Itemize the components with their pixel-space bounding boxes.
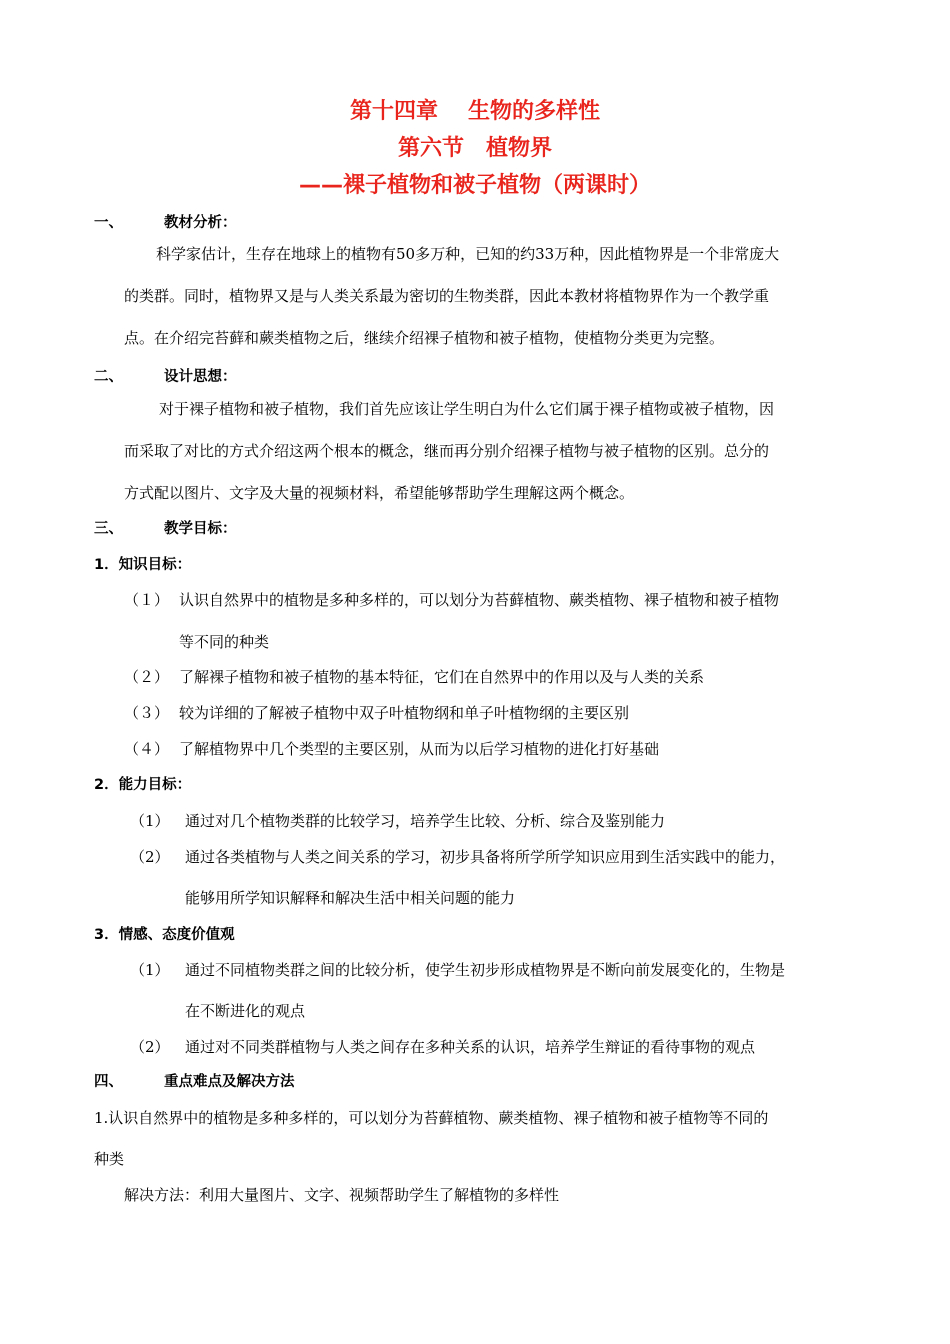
item-text: 了解裸子植物和被子植物的基本特征，它们在自然界中的作用以及与人类的关系 [179, 668, 705, 686]
lesson-subtitle: ——裸子植物和被子植物（两课时） [298, 173, 651, 198]
section-title [0, 134, 950, 164]
item-text: 较为详细的了解被子植物中双子叶植物纲和单子叶植物纲的主要区别 [179, 704, 630, 722]
section-num: 四、 [94, 1074, 123, 1090]
item-text: 通过不同植物类群之间的比较分析，使学生初步形成植物界是不断向前发展变化的，生物是 [185, 961, 786, 979]
list-item [130, 810, 665, 832]
item-text: 了解植物界中几个类型的主要区别，从而为以后学习植物的进化打好基础 [179, 740, 660, 758]
list-item [124, 589, 779, 611]
list-item-continuation: 能够用所学知识解释和解决生活中相关问题的能力 [185, 889, 516, 907]
item-marker: （１） [124, 591, 170, 609]
paragraph-line: 科学家估计，生存在地球上的植物有50多万种，已知的约33万种，因此植物界是一个非常庞大 [156, 245, 780, 263]
item-text: 认识自然界中的植物是多种多样的，可以划分为苔藓植物、蕨类植物、裸子植物和被子植物 [179, 591, 780, 609]
section-heading-text: 重点难点及解决方法 [164, 1074, 295, 1090]
list-item [124, 666, 704, 688]
subheading-knowledge-goals: 1．知识目标： [94, 557, 192, 573]
item-text: 通过对几个植物类群的比较学习，培养学生比较、分析、综合及鉴别能力 [185, 812, 666, 830]
paragraph-line: 而采取了对比的方式介绍这两个根本的概念，继而再分别介绍裸子植物与被子植物的区别。总分的 [124, 442, 770, 460]
item-marker: （1） [130, 961, 170, 979]
key-point-line: 种类 [94, 1150, 125, 1168]
subheading-attitude-goals: 3．情感、态度价值观 [94, 927, 235, 943]
section-heading-design-idea [94, 366, 237, 388]
item-marker: （2） [130, 1038, 170, 1056]
chapter-title [0, 97, 950, 127]
chapter-name: 生物的多样性 [468, 99, 601, 124]
item-marker: （３） [124, 704, 170, 722]
paragraph-line: 的类群。同时，植物界又是与人类关系最为密切的生物类群，因此本教材将植物界作为一个教学重 [124, 287, 770, 305]
item-marker: （1） [130, 812, 170, 830]
paragraph-line: 点。在介绍完苔藓和蕨类植物之后，继续介绍裸子植物和被子植物，使植物分类更为完整。 [124, 329, 725, 347]
item-text: 通过对不同类群植物与人类之间存在多种关系的认识，培养学生辩证的看待事物的观点 [185, 1038, 756, 1056]
paragraph-line: 对于裸子植物和被子植物，我们首先应该让学生明白为什么它们属于裸子植物或被子植物，因 [159, 400, 775, 418]
item-marker: （２） [124, 668, 170, 686]
section-number: 第六节 [397, 136, 464, 161]
section-heading-textbook-analysis [94, 212, 237, 234]
section-num: 二、 [94, 369, 123, 385]
paragraph-line: 方式配以图片、文字及大量的视频材料，希望能够帮助学生理解这两个概念。 [124, 484, 635, 502]
section-heading-teaching-goals [94, 518, 237, 540]
list-item [124, 702, 629, 724]
list-item [130, 846, 785, 868]
list-item [124, 738, 659, 760]
item-text: 通过各类植物与人类之间关系的学习，初步具备将所学所学知识应用到生活实践中的能力， [185, 848, 786, 866]
item-marker: （2） [130, 848, 170, 866]
subheading-ability-goals: 2．能力目标： [94, 777, 192, 793]
section-heading-text: 教材分析： [164, 215, 237, 231]
section-heading-key-points [94, 1071, 295, 1093]
list-item [130, 959, 785, 981]
section-num: 一、 [94, 215, 123, 231]
key-point-line: 1.认识自然界中的植物是多种多样的，可以划分为苔藓植物、蕨类植物、裸子植物和被子植物等不同的 [94, 1109, 769, 1127]
section-heading-text: 教学目标： [164, 521, 237, 537]
section-num: 三、 [94, 521, 123, 537]
list-item-continuation: 在不断进化的观点 [185, 1002, 306, 1020]
section-heading-text: 设计思想： [164, 369, 237, 385]
solution-line: 解决方法：利用大量图片、文字、视频帮助学生了解植物的多样性 [124, 1186, 560, 1204]
item-marker: （４） [124, 740, 170, 758]
section-name: 植物界 [486, 136, 553, 161]
list-item [130, 1036, 755, 1058]
chapter-number: 第十四章 [349, 99, 438, 124]
list-item-continuation: 等不同的种类 [179, 633, 270, 651]
